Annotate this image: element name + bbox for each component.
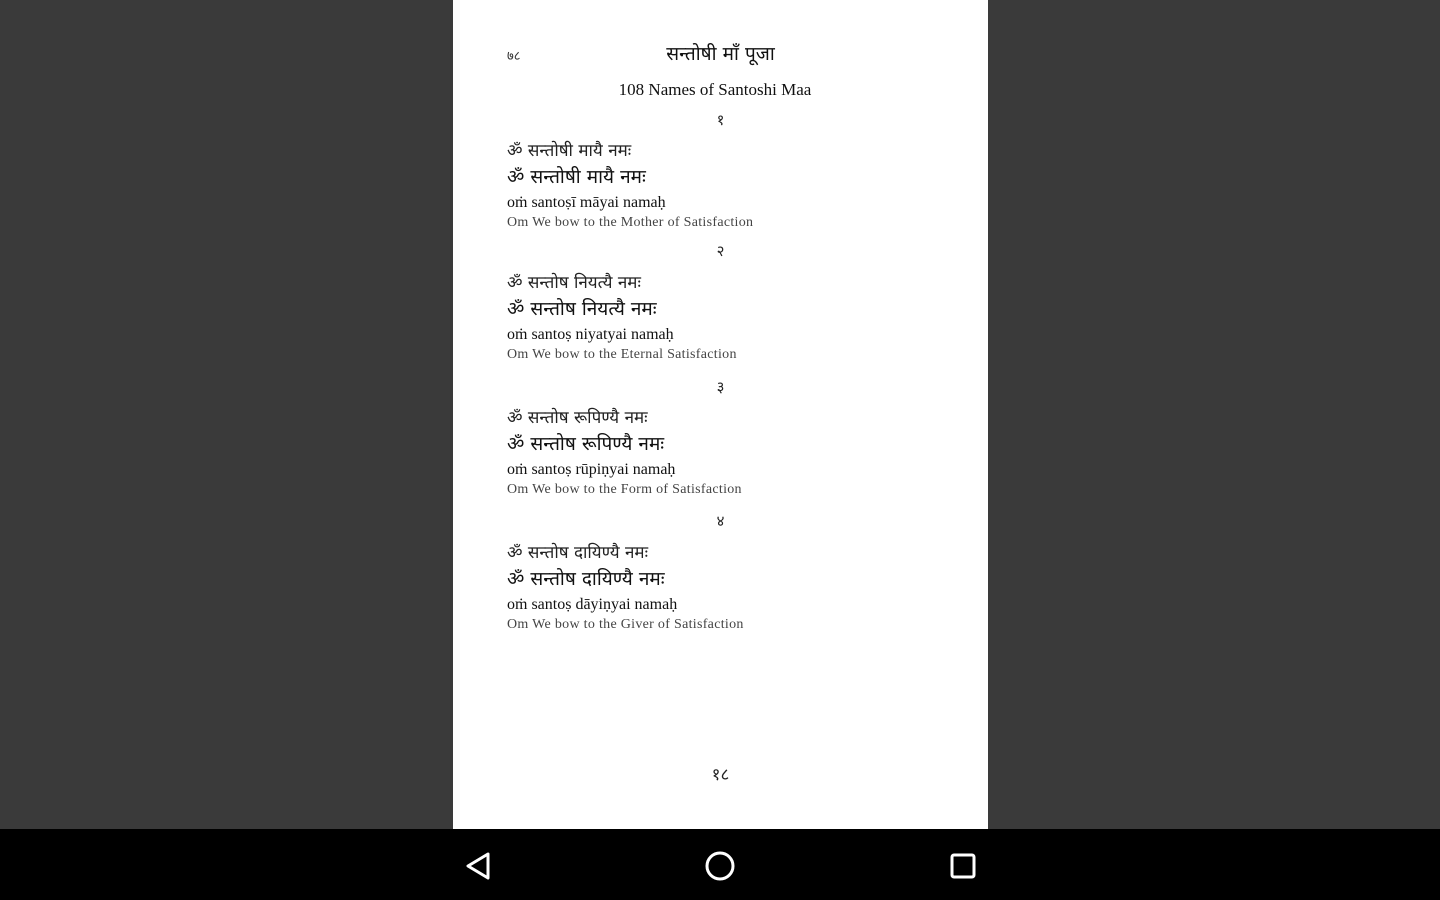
- devanagari-line: ॐ सन्तोष दायिण्यै नमः: [507, 543, 649, 563]
- transliteration: oṁ santoṣ rūpiṇyai namaḥ: [507, 461, 676, 478]
- home-button[interactable]: [698, 844, 742, 888]
- back-button[interactable]: [456, 844, 500, 888]
- name-entry: [507, 140, 947, 232]
- meaning: Om We bow to the Giver of Satisfaction: [507, 617, 744, 632]
- meaning: Om We bow to the Mother of Satisfaction: [507, 215, 754, 230]
- header-page-number: ७८: [507, 49, 521, 64]
- devanagari-line: ॐ सन्तोष रूपिण्यै नमः: [507, 408, 648, 428]
- recents-square-icon: [949, 852, 977, 880]
- transliteration: oṁ santoṣ niyatyai namaḥ: [507, 326, 674, 343]
- entry-number: २: [716, 242, 725, 260]
- page-subtitle: 108 Names of Santoshi Maa: [618, 80, 812, 99]
- devanagari-line-alt: ॐ सन्तोष रूपिण्यै नमः: [507, 433, 665, 455]
- header-title: [453, 40, 988, 66]
- header-title-text: सन्तोषी माँ पूजा: [666, 43, 775, 65]
- entry-number: ४: [716, 512, 725, 530]
- footer-page-number: १८: [711, 765, 730, 785]
- home-circle-icon: [704, 850, 736, 882]
- entry-number: ३: [716, 378, 725, 396]
- devanagari-line: ॐ सन्तोष नियत्यै नमः: [507, 273, 641, 293]
- devanagari-line-alt: ॐ सन्तोष दायिण्यै नमः: [507, 568, 665, 590]
- name-entry: [507, 272, 947, 364]
- system-navigation-bar: [0, 829, 1440, 900]
- document-page[interactable]: [453, 0, 988, 829]
- devanagari-line-alt: ॐ सन्तोषी मायै नमः: [507, 166, 646, 188]
- devanagari-line: ॐ सन्तोषी मायै नमः: [507, 141, 632, 161]
- name-entry: [507, 542, 947, 634]
- name-entry: [507, 407, 947, 499]
- meaning: Om We bow to the Form of Satisfaction: [507, 482, 742, 497]
- entry-number: १: [716, 111, 725, 129]
- transliteration: oṁ santoṣ dāyiṇyai namaḥ: [507, 596, 678, 613]
- back-triangle-icon: [464, 851, 492, 881]
- transliteration: oṁ santoṣī māyai namaḥ: [507, 194, 666, 211]
- devanagari-line-alt: ॐ सन्तोष नियत्यै नमः: [507, 298, 657, 320]
- meaning: Om We bow to the Eternal Satisfaction: [507, 347, 737, 362]
- recents-button[interactable]: [941, 844, 985, 888]
